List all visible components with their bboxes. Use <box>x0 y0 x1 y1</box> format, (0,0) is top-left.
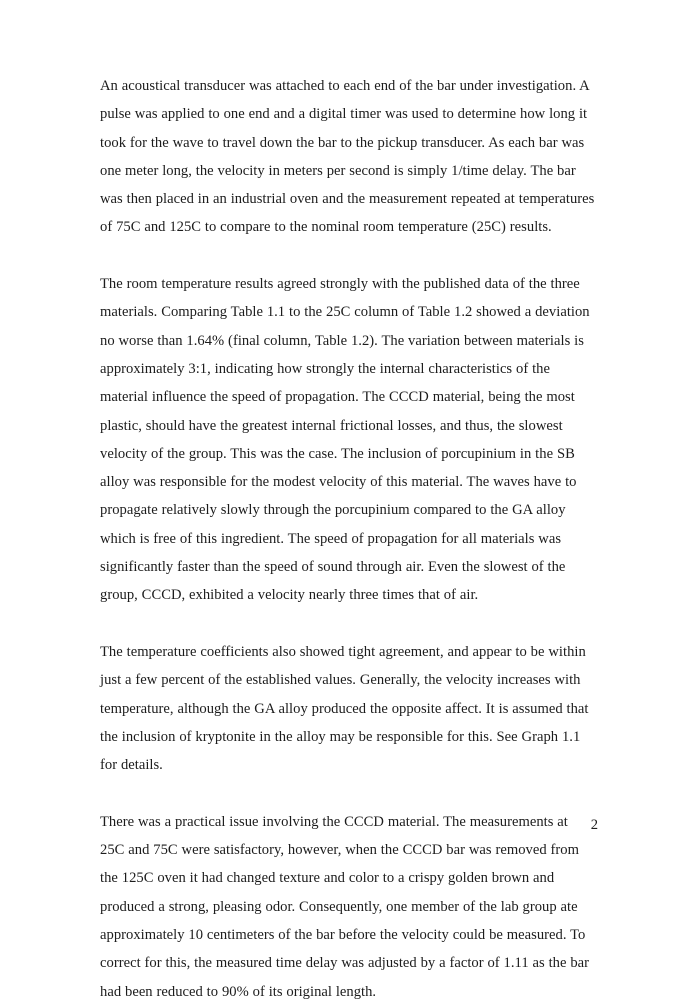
body-paragraph-4: There was a practical issue involving the CCCD material. The measurements at 25C and 75C were satisfactory, however, when the CCCD bar was removed from the 125C oven it had changed texture and color to a crispy golden brown and produced a strong, pleasing odor. Consequently, one member of the lab group ate approximately 10 centimeters of the bar before the velocity could be measured. To correct for this, the measured time delay was adjusted by a factor of 1.11 as the bar had been reduced to 90% of its original length. <box>100 813 590 1000</box>
page-number: 2 <box>590 817 598 833</box>
document-body <box>100 72 596 1006</box>
body-paragraph-2: The room temperature results agreed strongly with the published data of the three materials. Comparing Table 1.1 to the 25C column of Table 1.2 showed a deviation no worse than 1.64% (final column, Table 1.2). The variation between materials is approximately 3:1, indicating how strongly the internal characteristics of the material influence the speed of propagation. The CCCD material, being the most plastic, should have the greatest internal frictional losses, and thus, the slowest velocity of the group. This was the case. The inclusion of porcupinium in the SB alloy was responsible for the modest velocity of this material. The waves have to propagate relatively slowly through the porcupinium compared to the GA alloy which is free of this ingredient. The speed of propagation for all materials was significantly faster than the speed of sound through air. Even the slowest of the group, CCCD, exhibited a velocity nearly three times that of air. <box>100 276 590 604</box>
body-paragraph-1: An acoustical transducer was attached to each end of the bar under investigation. A pulse was applied to one end and a digital timer was used to determine how long it took for the wave to travel down the bar to the pickup transducer. As each bar was one meter long, the velocity in meters per second is simply 1/time delay. The bar was then placed in an industrial oven and the measurement repeated at temperatures of 75C and 125C to compare to the nominal room temperature (25C) results. <box>100 78 595 236</box>
body-paragraph-3: The temperature coefficients also showed tight agreement, and appear to be within just a few percent of the established values. Generally, the velocity increases with temperature, although the GA alloy produced the opposite affect. It is assumed that the inclusion of kryptonite in the alloy may be responsible for this. See Graph 1.1 for details. <box>100 643 589 774</box>
